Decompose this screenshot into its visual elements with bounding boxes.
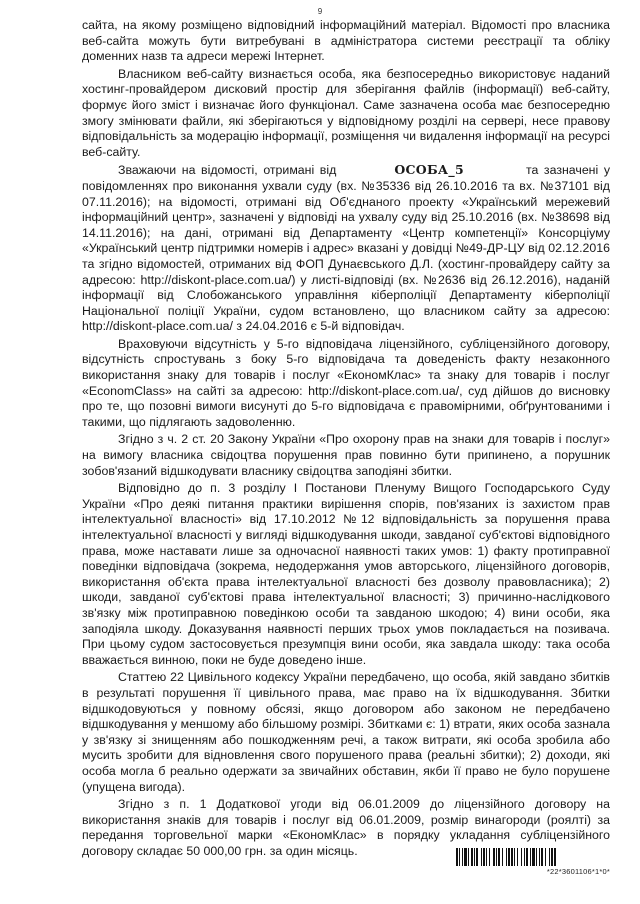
barcode-bar	[554, 848, 556, 866]
paragraph-evidence-intro: Зважаючи на відомості, отримані від	[118, 163, 337, 178]
redacted-person-name: ОСОБА_5	[394, 162, 464, 178]
paragraph-website-owner: Власником веб-сайту визнається особа, яка безпосередньо використовує наданий хостинг-провайдером дисковий простір для зберігання файлів (інформації) веб-сайту, формує його зміст і визначає його функціонал. Саме зазначена особа має безпосередню змогу змінювати файли, які зберігаються у відповідному розділі на сервері, несе правову відповідальність за модерацію інформації, розміщення чи видалення інформації на ресурсі веб-сайту.	[82, 66, 610, 159]
barcode-bar	[530, 848, 531, 866]
paragraph-evidence-body: та зазначені у повідомленнях про виконання ухвали суду (вх. №35336 від 26.10.2016 та вх. №37101 від 07.11.2016); на відомості, отримані від Об'єднаного проекту «Український мережевий інформаційний центр», зазначені у відповіді на ухвалу суду від 25.10.2016 (вх. №38698 від 14.11.2016); на дані, отримані від Департаменту «Центр компетенції» Консорціуму «Український центр підтримки номерів і адрес» вказані у довідці №49-ДР-ЦУ від 02.12.2016 та згідно відомостей, отриманих від ФОП Дунаєвського Д.Л. (хостинг-провайдеру сайту за адресою: http://diskont-place.com.ua/) у листі-відповіді (вх. №2636 від 26.12.2016), наданій інформації від Слобожанського управління кіберполіції Департаменту кіберполіції Національної поліції України, судом встановлено, що власником сайту за адресою: http://diskont-place.com.ua/ з 24.04.2016 є 5-й відповідач.	[82, 163, 610, 334]
barcode-bar	[524, 848, 525, 866]
barcode-bar	[456, 848, 458, 866]
barcode-bar	[517, 848, 518, 866]
barcode-bar	[471, 848, 473, 866]
paragraph-law-article-20: Згідно з ч. 2 ст. 20 Закону України «Про охорону прав на знаки для товарів і послуг» на вимогу власника свідоцтва порушення прав повинно бути припинено, а порушник зобов'язаний відшкодувати власнику свідоцтва заподіяні збитки.	[82, 432, 610, 478]
barcode-bar	[486, 848, 487, 866]
barcode-bar	[489, 848, 490, 866]
document-body	[82, 18, 610, 861]
paragraph-additional-agreement: Згідно з п. 1 Додаткової угоди від 06.01.2009 до ліцензійного договору на використання знаків для товарів і послуг від 06.01.2009, розмір винагороди (роялті) за передання торговельної марки «ЕкономКлас» в порядку укладання субліцензійного договору складає 50 000,00 грн. за один місяць.	[82, 797, 610, 858]
barcode-bar	[521, 848, 522, 866]
barcode-bar	[539, 848, 540, 866]
paragraph-evidence	[82, 162, 610, 335]
paragraph-civil-code-article-22: Статтею 22 Цивільного кодексу України передбачено, що особа, якій завдано збитків в результаті порушення її цивільного права, має право на їх відшкодування. Збитки відшкодовуються у повному обсязі, якщо договором або законом не передбачено відшкодування у меншому або більшому розмірі. Збитками є: 1) втрати, яких особа зазнала у зв'язку зі знищенням або пошкодженням речі, а також витрати, які особа зробила або мусить зробити для відновлення свого порушеного права (реальні збитки); 2) доходи, які особа могла б реально одержати за звичайних обставин, якби її право не було порушене (упущена вигода).	[82, 670, 610, 794]
barcode-bar	[483, 848, 485, 866]
barcode-bar	[462, 848, 463, 866]
paragraph-court-conclusion: Враховуючи відсутність у 5-го відповідача ліцензійного, субліцензійного договору, відсутність спростувань з боку 5-го відповідача та доведеність факту незаконного використання знаку для товарів і послуг «ЕкономКлас» та знаку для товарів і послуг «EconomClass» на сайті за адресою: http://diskont-place.com.ua/, суд дійшов до висновку про те, що позовні вимоги висунуті до 5-го відповідача є правомірними, обґрунтованими і такими, що підлягають задоволенню.	[82, 336, 610, 429]
barcode-bar	[502, 848, 503, 866]
barcode-code: *22*3601106*1*0*	[546, 867, 610, 876]
page-number: 9	[317, 7, 323, 16]
paragraph-website-info: сайта, на якому розміщено відповідний інформаційний матеріал. Відомості про власника веб-сайта можуть бути витребувані в адміністратора системи реєстрації та обліку доменних назв та адреси мережі Інтернет.	[82, 18, 610, 64]
barcode-bar	[474, 848, 475, 866]
barcode-bar	[476, 848, 478, 866]
paragraph-plenum-resolution: Відповідно до п. 3 розділу І Постанови Пленуму Вищого Господарського Суду України «Про деякі питання практики вирішення спорів, пов'язаних із захистом прав інтелектуальної власності» від 17.10.2012 №12 відповідальність за порушення права інтелектуальної власності у вигляді відшкодування шкоди, завданої суб'єктові відповідного права, може наставати лише за одночасної наявності таких умов: 1) факту протиправної поведінки відповідача (зокрема, недодержання умов авторського, ліцензійного договорів, використання об'єкта права інтелектуальної власності без дозволу правовласника); 2) шкоди, завданої суб'єктові права інтелектуальної власності; 3) причинно-наслідкового зв'язку між протиправною поведінкою особи та завданою шкодою; 4) вини особи, яка заподіяла шкоду. Доказування наявності перших трьох умов покладається на позивача. При цьому судом застосовується презумпція вини особи, яка завдала шкоду: така особа вважається винною, поки не буде доведено інше.	[82, 481, 610, 667]
barcode-bar	[498, 848, 500, 866]
barcode	[456, 848, 610, 876]
barcode-bar	[493, 848, 495, 866]
barcode-bar	[508, 848, 510, 866]
barcode-bar	[468, 848, 469, 866]
barcode-bar	[459, 848, 460, 866]
barcode-bar	[541, 848, 543, 866]
barcode-bar	[536, 848, 537, 866]
barcode-bar	[545, 848, 546, 866]
barcode-bar	[532, 848, 535, 866]
barcode-bar	[549, 848, 550, 866]
barcode-bar	[514, 848, 515, 866]
barcode-bar	[506, 848, 507, 866]
barcode-bar	[551, 848, 553, 866]
barcode-bar	[526, 848, 528, 866]
barcode-bar	[481, 848, 482, 866]
barcode-bar	[496, 848, 497, 866]
barcode-bars	[456, 848, 610, 866]
barcode-bar	[464, 848, 467, 866]
barcode-bar	[511, 848, 513, 866]
